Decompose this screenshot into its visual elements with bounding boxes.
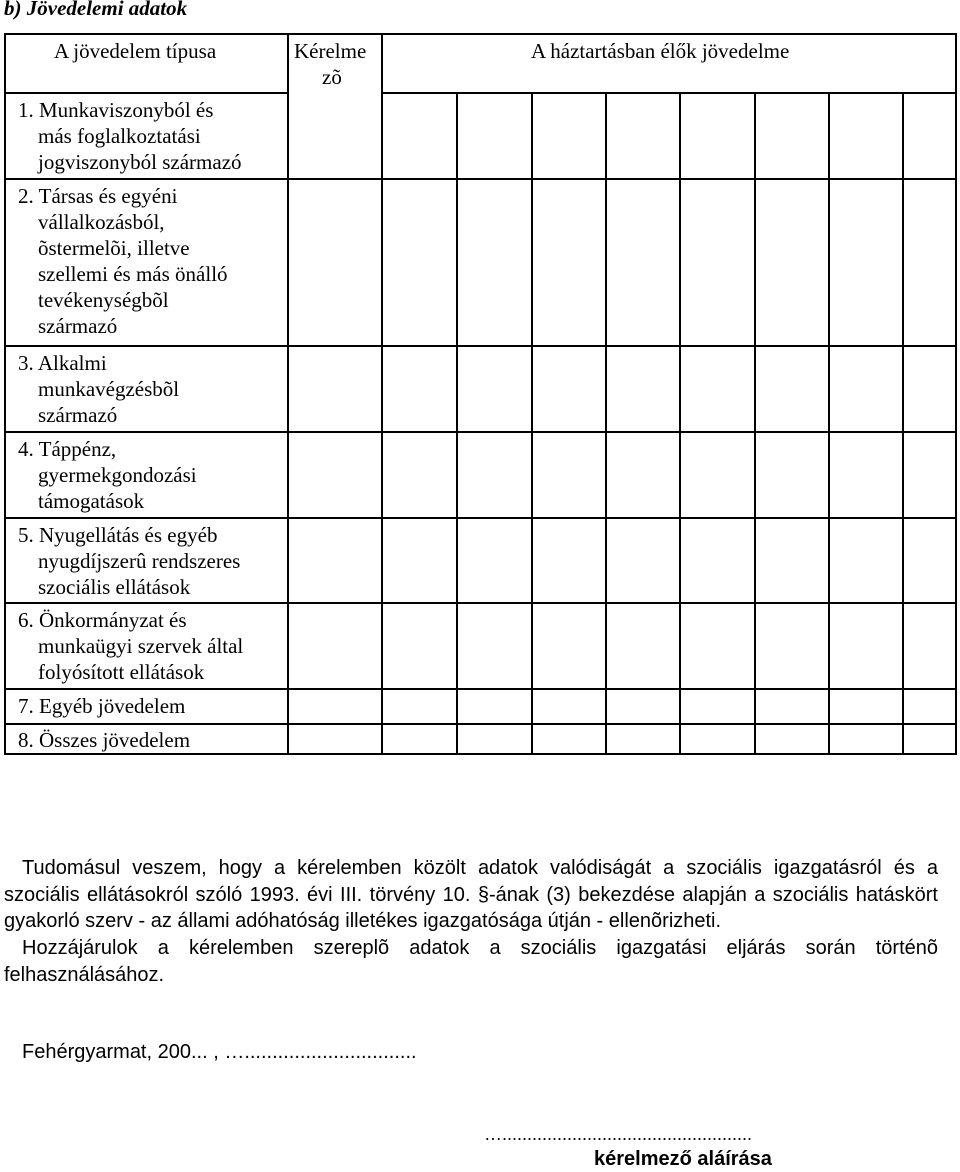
income-row-6 bbox=[18, 607, 286, 685]
column-divider bbox=[287, 35, 289, 753]
row-divider bbox=[6, 178, 955, 180]
row-number: 1. bbox=[18, 98, 34, 122]
row-number: 7. bbox=[18, 694, 34, 718]
row-divider bbox=[6, 431, 955, 433]
row-label: szellemi és más önálló bbox=[38, 262, 228, 286]
row-label: õstermelõi, illetve bbox=[38, 236, 190, 260]
row-label: Társas és egyéni bbox=[38, 184, 178, 208]
consent-text: Hozzájárulok a kérelemben szereplõ adatok a szociális igazgatási eljárás során történõ felhasználásához. bbox=[4, 937, 938, 986]
row-label: Összes jövedelem bbox=[39, 728, 191, 752]
signature-line: ….................................................. bbox=[484, 1124, 753, 1144]
row-label: származó bbox=[38, 314, 118, 338]
row-label: vállalkozásból, bbox=[38, 210, 165, 234]
row-number: 3. bbox=[18, 351, 34, 375]
row-divider bbox=[6, 688, 955, 690]
row-label: Egyéb jövedelem bbox=[39, 694, 186, 718]
row-label: szociális ellátások bbox=[38, 575, 191, 599]
row-label: munkaügyi szervek által bbox=[38, 634, 244, 658]
row-divider bbox=[381, 92, 955, 94]
declaration-text: Tudomásul veszem, hogy a kérelemben közölt adatok valódiságát a szociális igazgatásról és a szociális ellátásokról szóló 1993. évi III. törvény 10. §-ának (3) bekezdése alapján a szociális hatáskört gyakorló szerv - az állami adóhatóság illetékes igazgatósága útján - ellenõrizheti. bbox=[4, 857, 938, 932]
row-divider bbox=[6, 602, 955, 604]
income-row-4 bbox=[18, 436, 286, 514]
applicant-header-line1: Kérelme bbox=[294, 39, 367, 63]
row-label: folyósított ellátások bbox=[38, 660, 205, 684]
row-number: 4. bbox=[18, 437, 34, 461]
declaration-paragraph-2 bbox=[4, 935, 938, 988]
place-date-line: Fehérgyarmat, 200... , …............................... bbox=[22, 1041, 417, 1063]
signature-label: kérelmező aláírása bbox=[594, 1148, 772, 1170]
row-label: gyermekgondozási bbox=[38, 463, 197, 487]
declaration-paragraph-1 bbox=[4, 855, 938, 935]
row-label: Alkalmi bbox=[37, 351, 107, 375]
row-label: munkavégzésbõl bbox=[38, 377, 180, 401]
row-number: 8. bbox=[18, 728, 34, 752]
column-divider bbox=[902, 92, 904, 753]
column-divider bbox=[531, 92, 533, 753]
applicant-header-line2: zõ bbox=[322, 65, 342, 89]
column-divider bbox=[605, 92, 607, 753]
row-label: jogviszonyból származó bbox=[38, 150, 242, 174]
row-label: tevékenységbõl bbox=[38, 288, 169, 312]
row-divider bbox=[6, 723, 955, 725]
row-label: Táppénz, bbox=[38, 437, 117, 461]
row-label: nyugdíjszerû rendszeres bbox=[38, 549, 241, 573]
row-label: támogatások bbox=[38, 489, 145, 513]
row-number: 6. bbox=[18, 608, 34, 632]
row-label: Munkaviszonyból és bbox=[39, 98, 214, 122]
row-divider bbox=[6, 92, 289, 94]
row-label: más foglalkoztatási bbox=[38, 124, 201, 148]
income-table bbox=[4, 33, 957, 755]
row-divider bbox=[6, 345, 955, 347]
row-label: Nyugellátás és egyéb bbox=[39, 523, 218, 547]
income-row-8 bbox=[18, 727, 286, 753]
column-divider bbox=[828, 92, 830, 753]
row-label: Önkormányzat és bbox=[39, 608, 187, 632]
income-type-header: A jövedelem típusa bbox=[54, 39, 217, 63]
income-row-5 bbox=[18, 522, 286, 600]
income-row-1 bbox=[18, 97, 286, 175]
row-number: 5. bbox=[18, 523, 34, 547]
section-title: b) Jövedelemi adatok bbox=[4, 0, 188, 20]
column-divider bbox=[456, 92, 458, 753]
household-income-header: A háztartásban élők jövedelme bbox=[531, 39, 790, 63]
column-divider bbox=[381, 35, 383, 753]
column-divider bbox=[754, 92, 756, 753]
income-row-3 bbox=[18, 350, 286, 428]
income-row-2 bbox=[18, 183, 286, 339]
row-number: 2. bbox=[18, 184, 34, 208]
row-label: származó bbox=[38, 403, 118, 427]
income-row-7 bbox=[18, 693, 286, 719]
row-divider bbox=[6, 517, 955, 519]
column-divider bbox=[679, 92, 681, 753]
